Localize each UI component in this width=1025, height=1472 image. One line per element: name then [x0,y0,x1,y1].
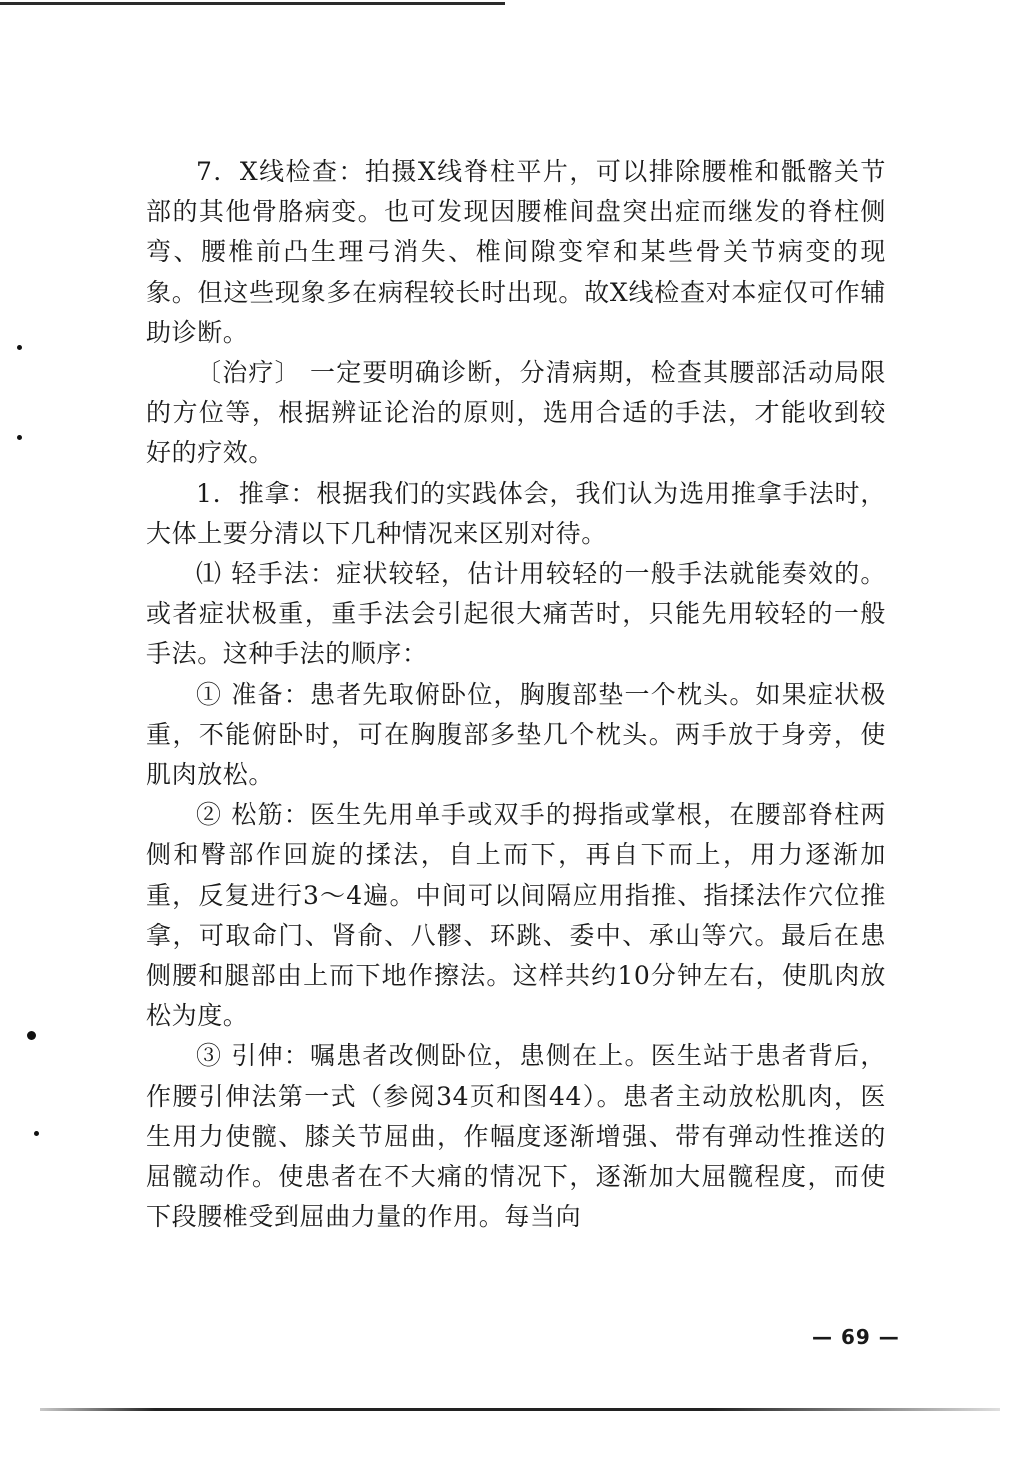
bottom-rule [40,1408,1000,1411]
paragraph-relax-tendons: ② 松筋：医生先用单手或双手的拇指或掌根，在腰部脊柱两侧和臀部作回旋的揉法，自上而下，再自下而上，用力逐渐加重，反复进行3～4遍。中间可以间隔应用指推、指揉法作穴位推拿，可取命门、肾俞、八髎、环跳、委中、承山等穴。最后在患侧腰和腿部由上而下地作擦法。这样共约10分钟左右，使肌肉放松为度。 [146,800,886,1031]
margin-speck [27,1031,36,1040]
paragraph-xray-exam: 7．X线检查：拍摄X线脊柱平片，可以排除腰椎和骶髂关节部的其他骨胳病变。也可发现因腰椎间盘突出症而继发的脊柱侧弯、腰椎前凸生理弓消失、椎间隙变窄和某些骨关节病变的现象。但这些现象多在病程较长时出现。故X线检查对本症仅可作辅助诊断。 [146,157,886,347]
page-number: — 69 — [812,1325,900,1349]
paragraph-light-technique: ⑴ 轻手法：症状较轻，估计用较轻的一般手法就能奏效的。或者症状极重，重手法会引起很大痛苦时，只能先用较轻的一般手法。这种手法的顺序： [146,559,886,669]
paragraph-stretch: ③ 引伸：嘱患者改侧卧位，患侧在上。医生站于患者背后，作腰引伸法第一式（参阅34页和图44）。患者主动放松肌肉，医生用力使髋、膝关节屈曲，作幅度逐渐增强、带有弹动性推送的屈髋动作。使患者在不大痛的情况下，逐渐加大屈髋程度，而使下段腰椎受到屈曲力量的作用。每当向 [146,1041,886,1232]
margin-speck [17,345,22,350]
top-rule [0,2,505,5]
paragraph-treatment: 〔治疗〕 一定要明确诊断，分清病期，检查其腰部活动局限的方位等，根据辨证论治的原则，选用合适的手法，才能收到较好的疗效。 [146,358,886,468]
page-body [146,152,886,1237]
margin-speck [17,435,22,440]
paragraph-massage: 1．推拿：根据我们的实践体会，我们认为选用推拿手法时，大体上要分清以下几种情况来区别对待。 [146,478,886,548]
margin-speck [34,1131,39,1136]
paragraph-preparation: ① 准备：患者先取俯卧位，胸腹部垫一个枕头。如果症状极重，不能俯卧时，可在胸腹部多垫几个枕头。两手放于身旁，使肌肉放松。 [146,679,886,790]
